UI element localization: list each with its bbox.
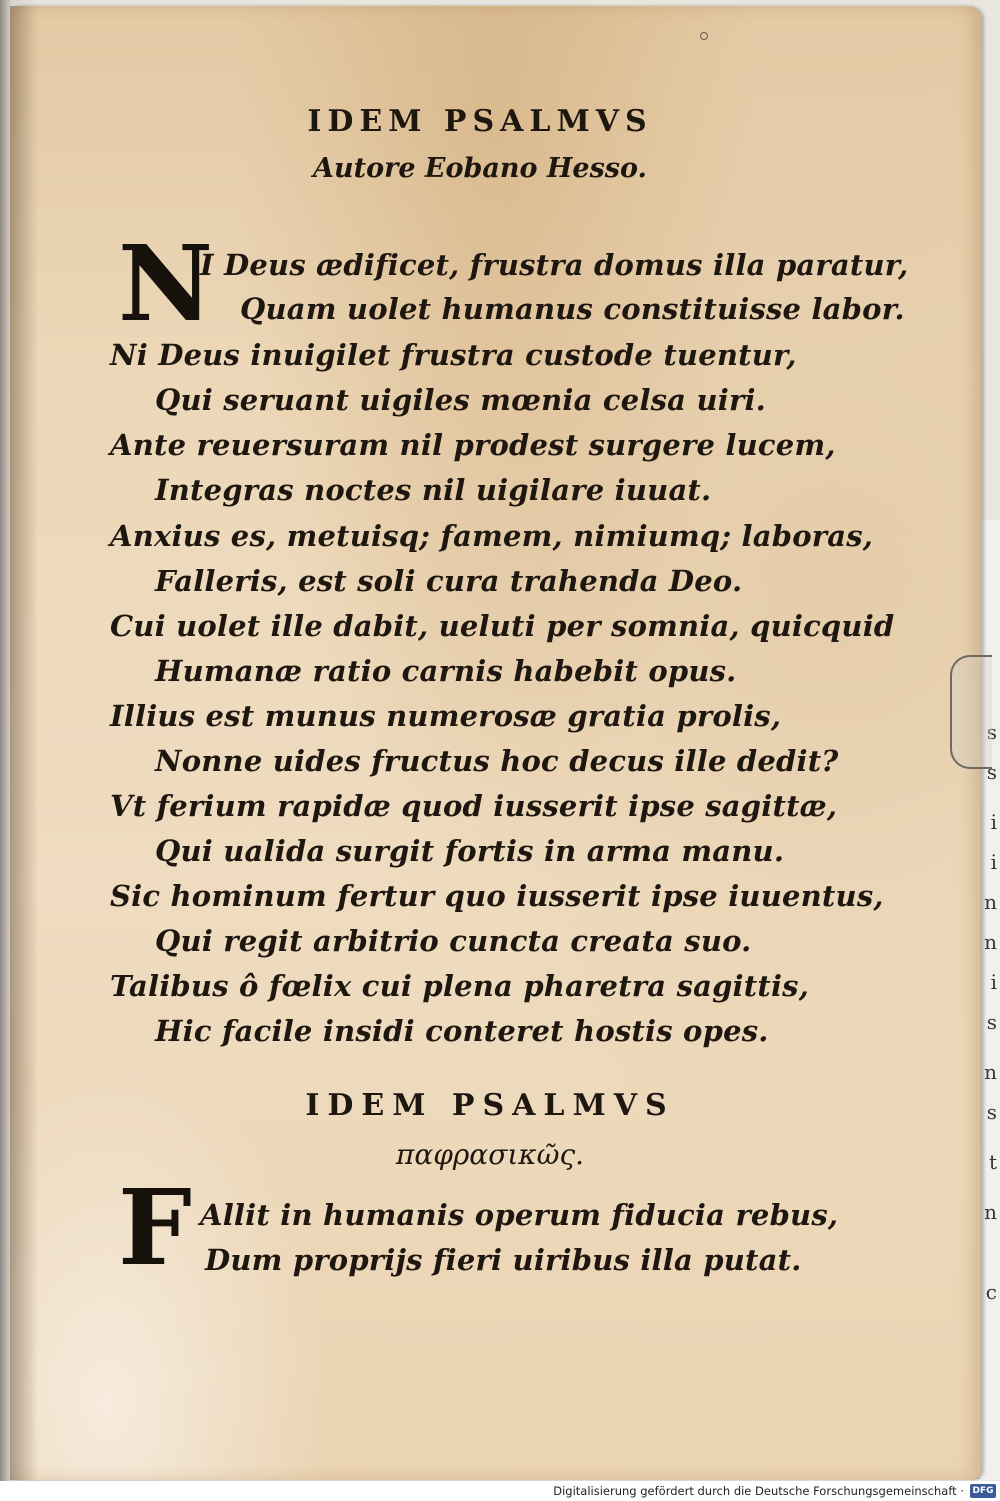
verse-line: Illius est munus numerosæ gratia prolis,: [110, 699, 782, 733]
drop-cap-initial: F: [118, 1166, 192, 1289]
verse-line: Qui regit arbitrio cuncta creata suo.: [155, 924, 752, 958]
verse-line: Ni Deus inuigilet frustra custode tuentur,: [110, 338, 797, 372]
verse-line: Quam uolet humanus constituisse labor.: [240, 292, 905, 326]
margin-letter: n: [984, 890, 997, 914]
verse-line: Humanæ ratio carnis habebit opus.: [155, 654, 737, 688]
margin-letter: s: [986, 720, 997, 744]
author-line: Autore Eobano Hesso.: [313, 153, 647, 184]
psalm-title: IDEM PSALMVS: [307, 104, 653, 139]
verse-line: Qui seruant uigiles mœnia celsa uiri.: [155, 383, 766, 417]
verse-line: Hic facile insidi conteret hostis opes.: [155, 1014, 769, 1048]
verse-line: Qui ualida surgit fortis in arma manu.: [155, 834, 785, 868]
drop-cap-initial: N: [118, 222, 214, 345]
verse-line: Falleris, est soli cura trahenda Deo.: [155, 564, 743, 598]
margin-letter: s: [986, 1100, 997, 1124]
verse-line: Ante reuersuram nil prodest surgere lucem,: [110, 428, 836, 462]
binding-shadow: [10, 6, 38, 1480]
credit-bar: [0, 1481, 1000, 1501]
margin-letter: i: [990, 850, 997, 874]
margin-letter: s: [986, 1010, 997, 1034]
margin-letter: t: [988, 1150, 997, 1174]
verse-line: Vt ferium rapidæ quod iusserit ipse sagittæ,: [110, 789, 838, 823]
funding-credit: Digitalisierung gefördert durch die Deutsche Forschungsgemeinschaft ·: [553, 1484, 964, 1498]
margin-letter: c: [985, 1280, 997, 1304]
page-clip: [950, 655, 992, 769]
psalm-title-second: IDEM PSALMVS: [305, 1088, 675, 1123]
greek-subtitle: παφρασικῶς.: [395, 1138, 585, 1171]
margin-letter: n: [984, 1060, 997, 1084]
margin-letter: i: [990, 810, 997, 834]
margin-letter: n: [984, 930, 997, 954]
verse-line: Anxius es, metuisq; famem, nimiumq; laboras,: [110, 519, 874, 553]
verse-line: Cui uolet ille dabit, ueluti per somnia, quicquid: [110, 609, 895, 643]
dfg-logo: DFG: [970, 1484, 996, 1498]
verse-line: I Deus ædificet, frustra domus illa paratur,: [200, 248, 909, 282]
margin-letter: i: [990, 970, 997, 994]
verse-line: Sic hominum fertur quo iusserit ipse iuuentus,: [110, 879, 884, 913]
page-mark: [700, 32, 708, 40]
verse-line: Allit in humanis operum fiducia rebus,: [200, 1198, 839, 1232]
book-page: [10, 6, 980, 1480]
verse-line: Talibus ô fœlix cui plena pharetra sagittis,: [110, 969, 810, 1003]
verse-line: Integras noctes nil uigilare iuuat.: [155, 473, 712, 507]
margin-letter: n: [984, 1200, 997, 1224]
verse-line: Dum proprijs fieri uiribus illa putat.: [205, 1243, 802, 1277]
verse-line: Nonne uides fructus hoc decus ille dedit?: [155, 744, 839, 778]
margin-letter: s: [986, 760, 997, 784]
